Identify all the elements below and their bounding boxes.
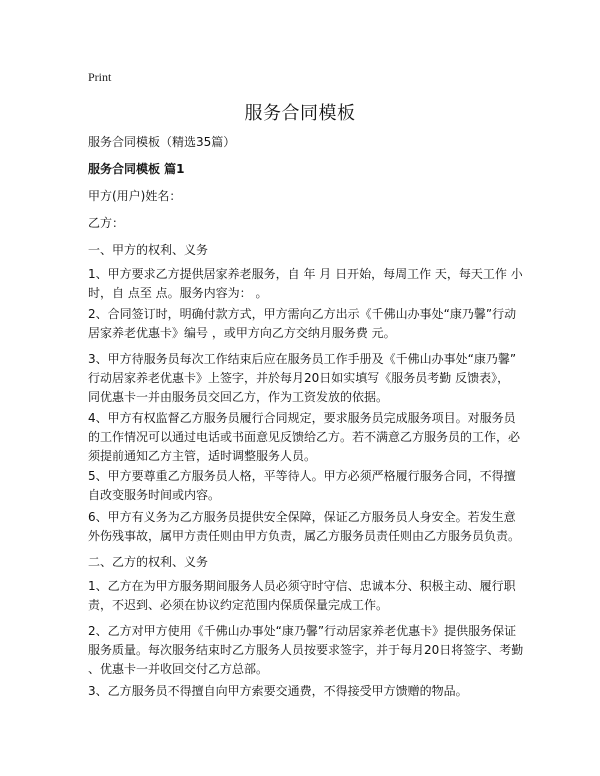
clause-a6 [88,508,521,546]
clause-b2-line: 、优惠卡一并收回交付乙方总部。 [88,662,269,676]
clause-a5-line: 自改变服务时间或内容。 [88,488,221,502]
document-subtitle: 服务合同模板（精选35篇） [88,135,236,149]
clause-b2-line: 服务质量。每次服务结束时乙方服务人员按要求签字，并于每月20日将签字、考勤 [88,643,524,657]
clause-b1 [88,577,516,615]
clause-a2 [88,305,516,343]
clause-a2-line: 居家养老优惠卡》编号 ，或甲方向乙方交纳月服务费 元。 [88,326,396,340]
clause-a4-line: 须提前通知乙方主管，适时调整服务人员。 [88,449,317,463]
clause-a6-line: 6、甲方有义务为乙方服务员提供安全保障，保证乙方服务员人身安全。若发生意 [88,510,516,524]
clause-a1-line: 时，自 点至 点。服务内容为： 。 [88,286,268,300]
print-link[interactable]: Print [88,70,112,84]
clause-a5 [88,467,516,505]
clause-a2-line: 2、合同签订时，明确付款方式，甲方需向乙方出示《千佛山办事处“康乃馨”行动 [88,307,517,321]
clause-b3 [88,682,516,701]
clause-a3-line: 3、甲方待服务员每次工作结束后应在服务员工作手册及《千佛山办事处“康乃馨” [88,352,517,366]
party-a-name-line: 甲方(用户)姓名： [88,189,182,203]
document-title: 服务合同模板 [244,103,356,124]
section-heading: 服务合同模板 篇1 [88,162,185,176]
clause-b2-line: 2、乙方对甲方使用《千佛山办事处“康乃馨”行动居家养老优惠卡》提供服务保证 [88,624,517,638]
clause-a1 [88,265,523,303]
heading-party-b-rights: 二、乙方的权利、义务 [88,555,209,569]
clause-a3 [88,350,516,407]
clause-a1-line: 1、甲方要求乙方提供居家养老服务，自 年 月 日开始，每周工作 天，每天工作 小 [88,267,523,281]
clause-b3-line: 3、乙方服务员不得擅自向甲方索要交通费，不得接受甲方馈赠的物品。 [88,684,468,698]
clause-b1-line: 1、乙方在为甲方服务期间服务人员必须守时守信、忠诚本分、积极主动、履行职 [88,579,516,593]
clause-a6-line: 外伤残事故，属甲方责任则由甲方负责，属乙方服务员责任则由乙方服务员负责。 [88,529,521,543]
clause-a3-line: 同优惠卡一并由服务员交回乙方，作为工资发放的依据。 [88,390,389,404]
clause-a4-line: 4、甲方有权监督乙方服务员履行合同规定，要求服务员完成服务项目。对服务员 [88,411,516,425]
clause-a4-line: 的工作情况可以通过电话或书面意见反馈给乙方。若不满意乙方服务员的工作，必 [88,430,521,444]
clause-b2 [88,622,524,679]
clause-a5-line: 5、甲方要尊重乙方服务员人格，平等待人。甲方必须严格履行服务合同，不得擅 [88,469,516,483]
clause-b1-line: 责，不迟到、必须在协议约定范围内保质保量完成工作。 [88,598,389,612]
heading-party-a-rights: 一、甲方的权利、义务 [88,243,209,257]
party-b-line: 乙方： [88,216,125,230]
clause-a3-line: 行动居家养老优惠卡》上签字，并於每月20日如实填写《服务员考勤 反馈表》， [88,371,510,385]
clause-a4 [88,409,521,466]
